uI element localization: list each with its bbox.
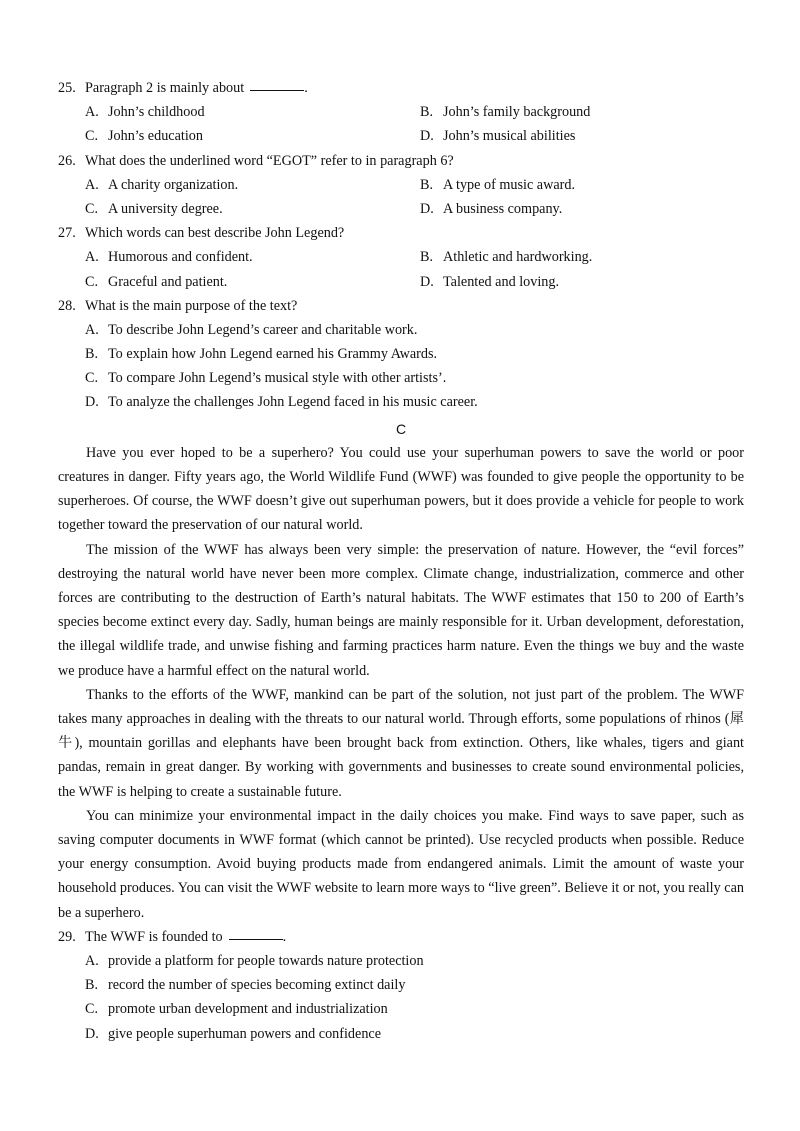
option-b: B. To explain how John Legend earned his Grammy Awards. [85,346,438,363]
question-number: 28. [58,297,76,314]
options-row [58,173,744,197]
question-stem [58,294,744,318]
question-text: The WWF is founded to [85,928,223,945]
option-b: B. John’s family background [420,104,591,121]
section-heading: C [395,420,407,437]
question-26 [58,149,744,222]
options-row [58,197,744,221]
option-c: C. promote urban development and industrialization [85,1001,388,1018]
question-text: What is the main purpose of the text? [85,297,298,314]
question-stem: 25. Paragraph 2 is mainly about . [58,76,744,100]
question-stem: 29. The WWF is founded to . [58,925,744,949]
question-text: What does the underlined word “EGOT” refer to in paragraph 6? [85,152,454,169]
question-27 [58,221,744,294]
question-number: 29. [58,928,76,945]
option-b: B. A type of music award. [420,176,575,193]
question-stem [58,149,744,173]
option-d: D. A business company. [420,200,563,217]
option-a: A. John’s childhood [85,104,205,121]
question-28 [58,294,744,415]
question-text: Which words can best describe John Legend? [85,225,345,242]
option-a: A. A charity organization. [85,176,239,193]
passage-paragraph-4: You can minimize your environmental impact in the daily choices you make. Find ways to save paper, such as saving computer documents in WWF format (which cannot be printed). Use recycled products when possible. Reduce your energy consumption. Avoid buying products made from endangered animals. Limit the amount of waste your household produces. You can visit the WWF website to learn more ways to “live green”. Believe it or not, you really can be a superhero. [58,807,744,921]
option-d: D. give people superhuman powers and confidence [85,1025,382,1042]
option-d: D. John’s musical abilities [420,128,576,145]
option-a: A. To describe John Legend’s career and charitable work. [85,321,418,338]
question-stem [58,221,744,245]
question-29 [58,925,744,1046]
options-row [58,270,744,294]
option-b: B. record the number of species becoming extinct daily [85,977,406,994]
options-row [58,124,744,148]
passage-paragraph-1: Have you ever hoped to be a superhero? You could use your superhuman powers to save the world or poor creatures in danger. Fifty years ago, the World Wildlife Fund (WWF) was founded to give people the opportunity to be superheroes. Of course, the WWF doesn’t give out superhuman powers, but it does provide a vehicle for people to work together toward the preservation of our natural world. [58,444,744,534]
option-a: A. provide a platform for people towards nature protection [85,953,424,970]
option-c: C. To compare John Legend’s musical style with other artists’. [85,370,447,387]
option-c: C. A university degree. [85,200,223,217]
passage-paragraph-3: Thanks to the efforts of the WWF, mankind can be part of the solution, not just part of the problem. The WWF takes many approaches in dealing with the threats to our natural world. Through efforts, some populations of rhinos (犀牛), mountain gorillas and elephants have been brought back from extinction. Others, like whales, tigers and giant pandas, remain in great danger. By working with governments and businesses to create sound environmental policies, the WWF is helping to create a sustainable future. [58,686,744,800]
question-25 [58,76,744,149]
question-number: 25. [58,80,76,96]
options-row [58,100,744,124]
option-c: C. John’s education [85,128,203,145]
exam-page [58,76,744,1046]
answer-blank [229,939,283,940]
question-number: 26. [58,152,76,169]
question-number: 27. [58,225,76,242]
option-c: C. Graceful and patient. [85,273,228,290]
option-b: B. Athletic and hardworking. [420,249,593,266]
option-d: D. Talented and loving. [420,273,560,290]
option-a: A. Humorous and confident. [85,249,253,266]
question-text: Paragraph 2 is mainly about [85,80,245,96]
options-row [58,245,744,269]
passage-paragraph-2: The mission of the WWF has always been very simple: the preservation of nature. However, the “evil forces” destroying the natural world have never been more complex. Climate change, industrialization, commerce and other forces are contributing to the destruction of Earth’s natural habitats. The WWF estimates that 150 to 200 of Earth’s species become extinct every day. Sadly, human beings are mainly responsible for it. Urban development, deforestation, the illegal wildlife trade, and unwise fishing and farming practices harm nature. Even the things we buy and the waste we produce have a harmful effect on the natural world. [58,541,744,679]
answer-blank [250,90,304,91]
option-d: D. To analyze the challenges John Legend faced in his music career. [85,394,478,411]
